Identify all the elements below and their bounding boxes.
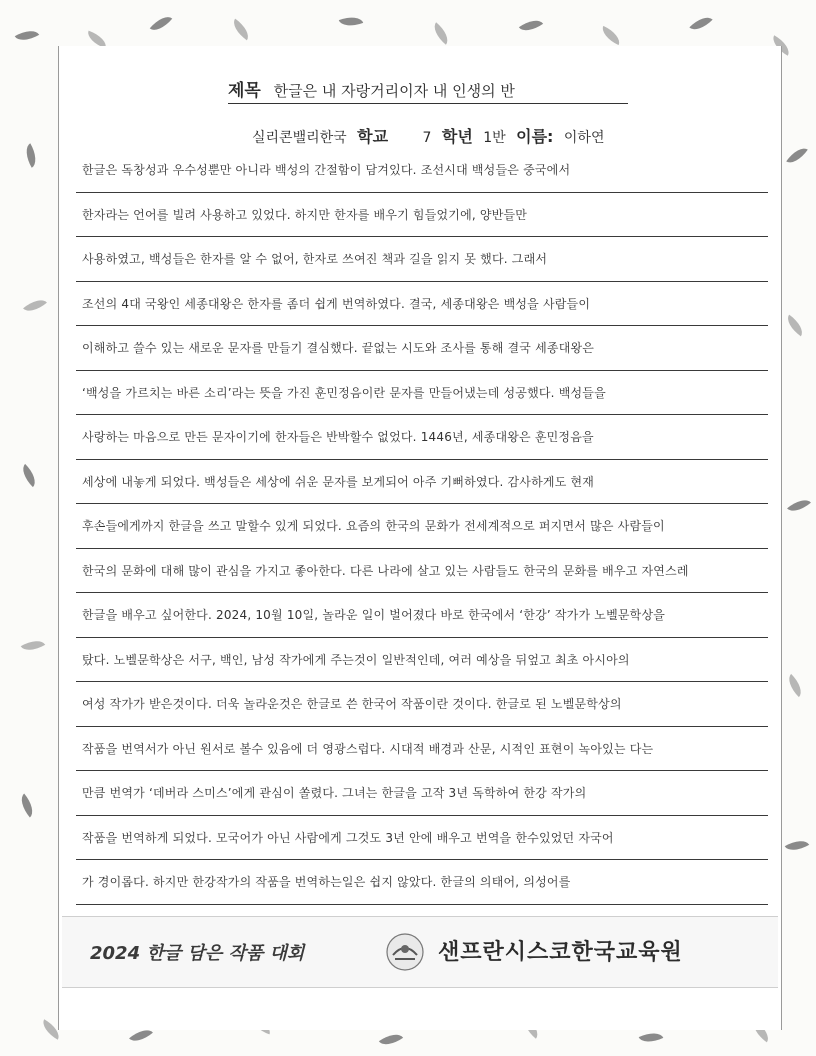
- leaf-icon: [783, 315, 807, 337]
- leaf-icon: [21, 143, 42, 168]
- education-center-seal-icon: [384, 931, 426, 973]
- essay-line: 한글을 배우고 싶어한다. 2024, 10월 10일, 놀라운 일이 벌어졌다 바로 한국에서 ‘한강’ 작가가 노벨문학상을: [76, 593, 768, 638]
- grade-number: 7: [422, 130, 432, 146]
- leaf-icon: [519, 15, 543, 37]
- essay-line: 여성 작가가 받은것이다. 더욱 놀라운것은 한글로 쓴 한국어 작품이란 것이다. 한글로 된 노벨문학상의: [76, 682, 768, 727]
- essay-line: 세상에 내놓게 되었다. 백성들은 세상에 쉬운 문자를 보게되어 아주 기뻐하였다. 감사하게도 현재: [76, 460, 768, 505]
- title-underline: [228, 103, 628, 104]
- organization-name: 샌프란시스코한국교육원: [438, 940, 683, 965]
- leaf-icon: [785, 835, 810, 856]
- leaf-icon: [639, 1028, 664, 1047]
- class-number: 1반: [483, 130, 506, 146]
- leaf-icon: [16, 794, 39, 818]
- leaf-icon: [339, 13, 363, 31]
- contest-footer: [62, 916, 778, 988]
- essay-title: 한글은 내 자랑거리이자 내 인생의 반: [273, 82, 515, 100]
- leaf-icon: [786, 143, 808, 167]
- name-label: 이름:: [516, 127, 554, 146]
- contest-name: 2024 한글 담은 작품 대회: [90, 943, 305, 964]
- school-name: 실리콘밸리한국: [252, 130, 347, 146]
- essay-line: 탔다. 노벨문학상은 서구, 백인, 남성 작가에게 주는것이 일반적인데, 여러 예상을 뒤엎고 최초 아시아의: [76, 638, 768, 683]
- leaf-icon: [17, 464, 40, 487]
- essay-line: 사용하였고, 백성들은 한자를 알 수 없어, 한자로 쓰여진 책과 길을 읽지 못 했다. 그래서: [76, 237, 768, 282]
- essay-line: 가 경이롭다. 하지만 한강작가의 작품을 번역하는일은 쉽지 않았다. 한글의 의태어, 의성어를: [76, 860, 768, 905]
- essay-line: 한자라는 언어를 빌려 사용하고 있었다. 하지만 한자를 배우기 힘들었기에, 양반들만: [76, 193, 768, 238]
- leaf-icon: [150, 12, 173, 36]
- leaf-icon: [229, 19, 253, 41]
- essay-line: 사랑하는 마음으로 만든 문자이기에 한자들은 반박할수 없었다. 1446년, 세종대왕은 훈민정음을: [76, 415, 768, 460]
- leaf-icon: [783, 674, 806, 697]
- essay-body: [76, 148, 768, 908]
- essay-line: 작품을 번역하게 되었다. 모국어가 아닌 사람에게 그것도 3년 안에 배우고 번역을 한수있었던 자국어: [76, 816, 768, 861]
- essay-line: 작품을 번역서가 아닌 원서로 볼수 있음에 더 영광스럽다. 시대적 배경과 산문, 시적인 표현이 녹아있는 다는: [76, 727, 768, 772]
- essay-line: 만큼 번역가 ‘데버라 스미스’에게 관심이 쏠렸다. 그녀는 한글을 고작 3년 독학하여 한강 작가의: [76, 771, 768, 816]
- essay-line: 이해하고 쓸수 있는 새로운 문자를 만들기 결심했다. 끝없는 시도와 조사를 통해 결국 세종대왕은: [76, 326, 768, 371]
- leaf-icon: [23, 294, 47, 317]
- leaf-icon: [379, 1029, 403, 1051]
- essay-line: 조선의 4대 국왕인 세종대왕은 한자를 좀더 쉽게 번역하였다. 결국, 세종대왕은 백성을 사람들이: [76, 282, 768, 327]
- leaf-icon: [429, 22, 453, 45]
- leaf-icon: [599, 26, 624, 45]
- essay-line: 후손들에게까지 한글을 쓰고 말할수 있게 되었다. 요즘의 한국의 문화가 전세계적으로 퍼지면서 많은 사람들이: [76, 504, 768, 549]
- leaf-icon: [787, 494, 811, 517]
- title-label: 제목: [228, 81, 261, 101]
- essay-line: 한국의 문화에 대해 많이 관심을 가지고 좋아한다. 다른 나라에 살고 있는 사람들도 한국의 문화를 배우고 자연스레: [76, 549, 768, 594]
- essay-line: ‘백성을 가르치는 바른 소리’라는 뜻을 가진 훈민정음이란 문자를 만들어냈는데 성공했다. 백성들을: [76, 371, 768, 416]
- student-name: 이하연: [563, 130, 605, 146]
- leaf-icon: [689, 12, 712, 35]
- grade-label: 학년: [441, 127, 473, 146]
- school-label: 학교: [357, 127, 389, 146]
- essay-title-row: [228, 76, 688, 102]
- student-info: [252, 124, 752, 148]
- essay-line: 한글은 독창성과 우수성뿐만 아니라 백성의 간절함이 담겨있다. 조선시대 백성들은 중국에서: [76, 148, 768, 193]
- leaf-icon: [21, 635, 46, 656]
- leaf-icon: [15, 25, 40, 46]
